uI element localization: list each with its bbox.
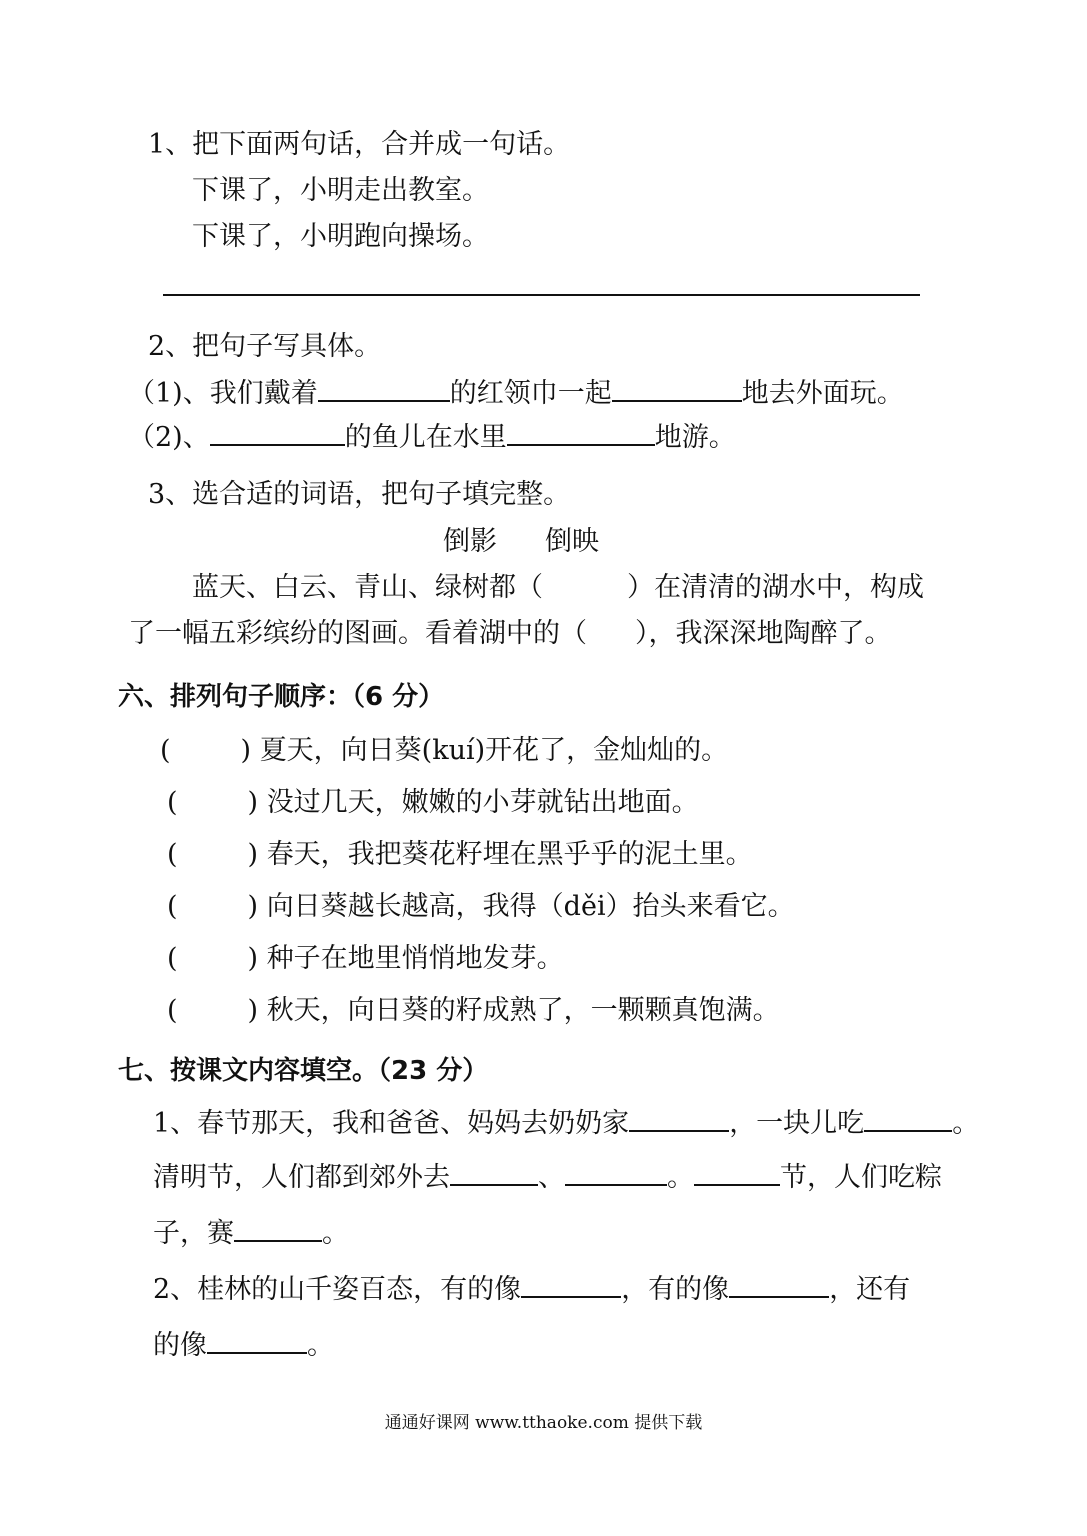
s7-p1-line-2 (153, 1158, 942, 1195)
q2-line-2-text-a: （2)、 (128, 422, 210, 453)
order-item-text: 向日葵越长越高，我得（děi）抬头来看它。 (266, 891, 795, 922)
order-item (167, 838, 753, 872)
q3-p1-text-a: 蓝天、白云、青山、绿树都（ (192, 572, 543, 603)
order-item (167, 786, 699, 820)
order-item (167, 994, 780, 1028)
q2-line-1-text-c: 地去外面玩。 (741, 378, 904, 409)
q2-line-2-text-b: 的鱼儿在水里 (344, 422, 507, 453)
order-close-paren: ) (240, 735, 252, 766)
s7-p1-text-d: 清明节，人们都到郊外去 (153, 1162, 450, 1193)
s7-blank-5[interactable] (694, 1158, 780, 1186)
order-open-paren: ( (167, 839, 178, 870)
s7-p1-text-a: 1、春节那天，我和爸爸、妈妈去奶奶家 (153, 1108, 630, 1139)
order-close-paren: ) (247, 995, 259, 1026)
s7-p2-text-c: ，还有 (829, 1274, 911, 1305)
page-footer: 通通好课网 www.tthaoke.com 提供下载 (384, 1413, 703, 1433)
s7-p2-text-a: 2、桂林的山千姿百态，有的像 (153, 1274, 522, 1305)
s7-p2-line-2 (153, 1326, 334, 1363)
section-7-heading: 七、按课文内容填空。（23 分） (118, 1056, 489, 1086)
s7-p2-text-e: 。 (307, 1330, 334, 1361)
q3-paragraph-line-2 (128, 617, 892, 651)
q2-line-1 (128, 374, 904, 411)
q3-p1-text-b: ）在清清的湖水中，构成 (627, 572, 924, 603)
q1-sentence-1: 下课了，小明走出教室。 (192, 175, 489, 206)
q2-blank-4[interactable] (507, 418, 655, 446)
order-open-paren: ( (167, 891, 178, 922)
order-close-paren: ) (247, 943, 259, 974)
q1-title: 1、把下面两句话，合并成一句话。 (148, 129, 571, 160)
q2-line-1-text-a: （1)、我们戴着 (128, 378, 318, 409)
s7-p1-line-3 (153, 1214, 349, 1251)
s7-p1-text-e: 、 (538, 1162, 565, 1193)
order-open-paren: ( (167, 787, 178, 818)
order-item-text: 春天，我把葵花籽埋在黑乎乎的泥土里。 (266, 839, 753, 870)
order-item-text: 种子在地里悄悄地发芽。 (266, 943, 564, 974)
section-6-heading: 六、排列句子顺序：（6 分） (118, 682, 445, 712)
order-close-paren: ) (247, 839, 259, 870)
order-item-text: 秋天，向日葵的籽成熟了，一颗颗真饱满。 (266, 995, 780, 1026)
s7-blank-7[interactable] (521, 1270, 621, 1298)
q3-p2-text-a: 了一幅五彩缤纷的图画。看着湖中的（ (128, 618, 587, 649)
order-item-text: 没过几天，嫩嫩的小芽就钻出地面。 (266, 787, 699, 818)
q2-line-2 (128, 418, 736, 455)
s7-p2-line-1 (153, 1270, 910, 1307)
order-close-paren: ) (247, 891, 259, 922)
order-item (167, 942, 564, 976)
q2-blank-2[interactable] (612, 374, 742, 402)
q3-p2-text-b: ），我深深地陶醉了。 (635, 618, 892, 649)
q1-answer-line[interactable] (163, 294, 920, 296)
s7-blank-9[interactable] (207, 1326, 307, 1354)
s7-p2-text-d: 的像 (153, 1330, 207, 1361)
s7-blank-8[interactable] (729, 1270, 829, 1298)
q1-sentence-2: 下课了，小明跑向操场。 (192, 221, 489, 252)
q3-paragraph-line-1 (192, 571, 924, 605)
s7-p1-text-c: 。 (952, 1108, 980, 1139)
s7-blank-3[interactable] (450, 1158, 538, 1186)
q3-title: 3、选合适的词语，把句子填完整。 (148, 479, 571, 510)
s7-blank-4[interactable] (565, 1158, 667, 1186)
s7-blank-1[interactable] (629, 1104, 729, 1132)
s7-p1-text-i: 。 (322, 1218, 349, 1249)
s7-p2-text-b: ，有的像 (621, 1274, 730, 1305)
order-item (167, 890, 795, 924)
order-open-paren: ( (160, 735, 171, 766)
s7-blank-6[interactable] (234, 1214, 322, 1242)
q3-word-1: 倒影 (443, 526, 497, 557)
order-item-text: 夏天，向日葵(kuí)开花了，金灿灿的。 (259, 735, 729, 766)
order-open-paren: ( (167, 943, 178, 974)
order-item (160, 734, 728, 768)
q2-title: 2、把句子写具体。 (148, 331, 382, 362)
s7-p1-text-g: 节，人们吃粽 (780, 1162, 942, 1193)
q2-line-2-text-c: 地游。 (654, 422, 736, 453)
s7-p1-text-b: ，一块儿吃 (729, 1108, 865, 1139)
q2-line-1-text-b: 的红领巾一起 (449, 378, 612, 409)
s7-p1-line-1 (153, 1104, 979, 1141)
q3-word-2: 倒映 (545, 526, 599, 557)
order-open-paren: ( (167, 995, 178, 1026)
s7-blank-2[interactable] (864, 1104, 952, 1132)
s7-p1-text-f: 。 (667, 1162, 694, 1193)
s7-p1-text-h: 子，赛 (153, 1218, 234, 1249)
q2-blank-1[interactable] (318, 374, 450, 402)
order-close-paren: ) (247, 787, 259, 818)
q2-blank-3[interactable] (210, 418, 345, 446)
